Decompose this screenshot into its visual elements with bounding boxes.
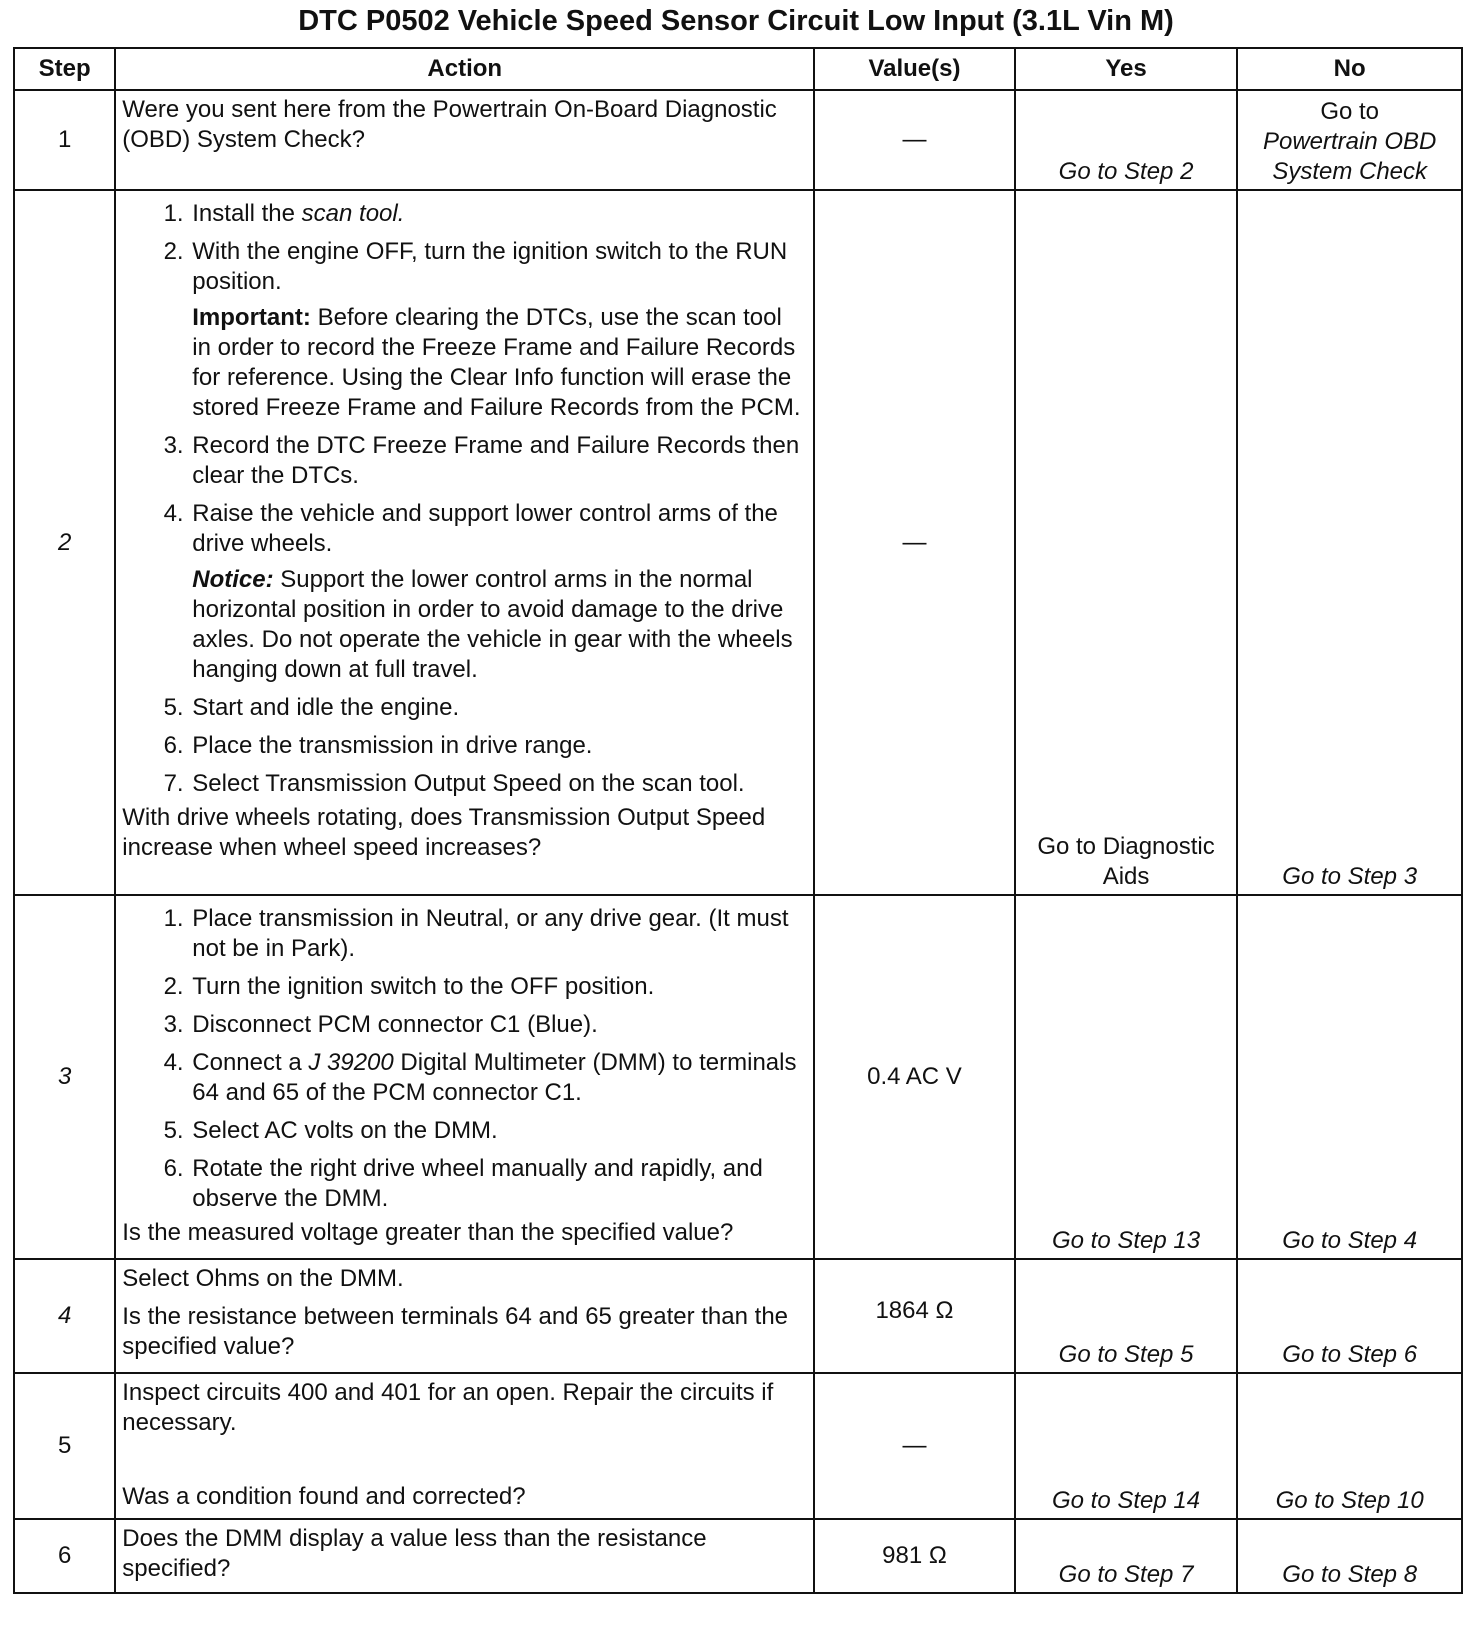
list-item: 6. Place the transmission in drive range. (190, 731, 805, 761)
action-question: Were you sent here from the Powertrain On-Board Diagnostic (OBD) System Check? (122, 96, 777, 153)
step-number: 3 (14, 895, 115, 1259)
action-cell (115, 1519, 814, 1593)
list-item: 4. Connect a J 39200 Digital Multimeter (DMM) to terminals 64 and 65 of the PCM connector C1. (190, 1048, 805, 1108)
action-list (122, 904, 805, 1214)
header-step: Step (14, 48, 115, 90)
yes-link[interactable]: Go to Step 5 (1015, 1259, 1238, 1373)
list-item: 3. Disconnect PCM connector C1 (Blue). (190, 1010, 805, 1040)
list-item: 7. Select Transmission Output Speed on the scan tool. (190, 769, 805, 799)
important-note: Important: Before clearing the DTCs, use the scan tool in order to record the Freeze Frame and Failure Records for reference. Using the Clear Info function will erase the stored Freeze Frame and Failure Records from the PCM. (192, 304, 801, 421)
action-question: Is the resistance between terminals 64 and 65 greater than the specified value? (122, 1303, 789, 1360)
header-values: Value(s) (814, 48, 1015, 90)
value-cell: 0.4 AC V (814, 895, 1015, 1259)
action-question: With drive wheels rotating, does Transmission Output Speed increase when wheel speed increases? (122, 804, 766, 861)
action-question: Is the measured voltage greater than the specified value? (122, 1219, 734, 1246)
header-no: No (1237, 48, 1462, 90)
action-cell (115, 90, 814, 190)
page-title: DTC P0502 Vehicle Speed Sensor Circuit Low Input (3.1L Vin M) (298, 5, 1174, 37)
table-row (14, 895, 1462, 1259)
action-line: Inspect circuits 400 and 401 for an open. Repair the circuits if necessary. (122, 1379, 774, 1436)
table-row (14, 1519, 1462, 1593)
no-cell (1237, 90, 1462, 190)
no-link[interactable]: Powertrain OBD System Check (1262, 128, 1437, 185)
value-cell: — (814, 190, 1015, 895)
table-row (14, 90, 1462, 190)
diagnostic-table (13, 47, 1463, 1594)
step-number: 1 (14, 90, 115, 190)
list-item: 1. Place transmission in Neutral, or any drive gear. (It must not be in Park). (190, 904, 805, 964)
action-cell (115, 895, 814, 1259)
list-item: 3. Record the DTC Freeze Frame and Failure Records then clear the DTCs. (190, 431, 805, 491)
no-link[interactable]: Go to Step 4 (1237, 895, 1462, 1259)
notice-note: Notice: Support the lower control arms in the normal horizontal position in order to avoid damage to the drive axles. Do not operate the vehicle in gear with the wheels hanging down at full travel. (192, 566, 793, 683)
list-item: 1. Install the scan tool. (190, 199, 805, 229)
yes-link[interactable]: Go to Step 14 (1015, 1373, 1238, 1519)
list-item: 6. Rotate the right drive wheel manually and rapidly, and observe the DMM. (190, 1154, 805, 1214)
action-question: Was a condition found and corrected? (122, 1483, 526, 1510)
action-question: Does the DMM display a value less than the resistance specified? (122, 1525, 707, 1582)
no-link[interactable]: Go to Step 6 (1237, 1259, 1462, 1373)
no-prefix: Go to (1320, 98, 1380, 125)
step-number: 5 (14, 1373, 115, 1519)
list-item: 2. Turn the ignition switch to the OFF position. (190, 972, 805, 1002)
yes-link[interactable]: Go to Diagnostic Aids (1015, 190, 1238, 895)
step-number: 6 (14, 1519, 115, 1593)
value-cell: — (814, 1373, 1015, 1519)
header-yes: Yes (1015, 48, 1238, 90)
yes-link[interactable]: Go to Step 7 (1015, 1519, 1238, 1593)
list-item: 5. Select AC volts on the DMM. (190, 1116, 805, 1146)
action-line: Select Ohms on the DMM. (122, 1265, 404, 1292)
header-action: Action (115, 48, 814, 90)
no-link[interactable]: Go to Step 3 (1237, 190, 1462, 895)
header-row (14, 48, 1462, 90)
action-cell (115, 190, 814, 895)
step-number: 2 (14, 190, 115, 895)
list-item: 4. Raise the vehicle and support lower control arms of the drive wheels. Notice: Support the lower control arms in the normal horizontal position in order to avoid damage to the drive axles. Do not operate the vehicle in gear with the wheels hanging down at full travel. (190, 499, 805, 685)
yes-link[interactable]: Go to Step 13 (1015, 895, 1238, 1259)
step-number: 4 (14, 1259, 115, 1373)
yes-link[interactable]: Go to Step 2 (1015, 90, 1238, 190)
table-row (14, 190, 1462, 895)
value-cell: 981 Ω (814, 1519, 1015, 1593)
value-cell: 1864 Ω (814, 1259, 1015, 1373)
action-cell (115, 1259, 814, 1373)
no-link[interactable]: Go to Step 10 (1237, 1373, 1462, 1519)
list-item: 5. Start and idle the engine. (190, 693, 805, 723)
table-row (14, 1259, 1462, 1373)
value-cell: — (814, 90, 1015, 190)
table-row (14, 1373, 1462, 1519)
list-item: 2. With the engine OFF, turn the ignition switch to the RUN position. Important: Before clearing the DTCs, use the scan tool in order to record the Freeze Frame and Failure Records for reference. Using the Clear Info function will erase the stored Freeze Frame and Failure Records from the PCM. (190, 237, 805, 423)
action-list (122, 199, 805, 799)
no-link[interactable]: Go to Step 8 (1237, 1519, 1462, 1593)
action-cell (115, 1373, 814, 1519)
